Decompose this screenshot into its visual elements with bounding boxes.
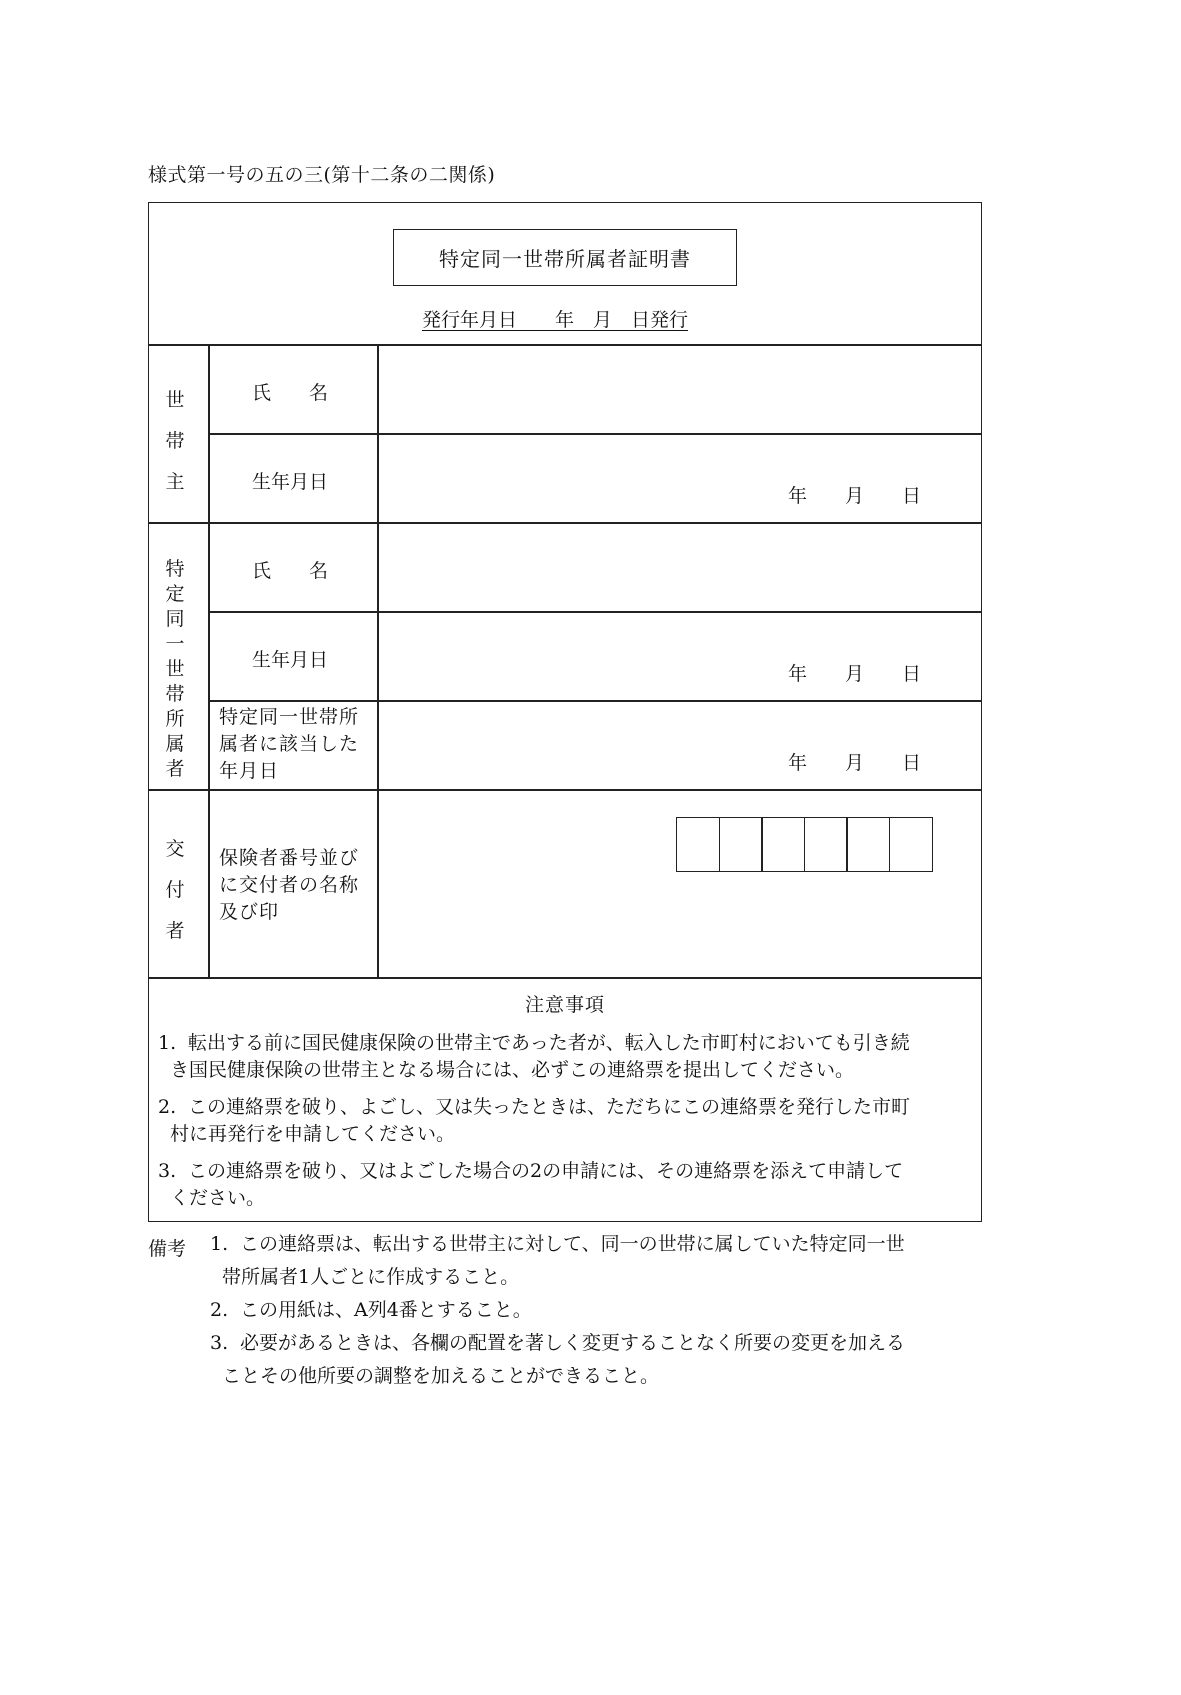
section-char: 所 <box>165 708 185 730</box>
rule-label-col <box>377 344 379 977</box>
note-text-cont: 村に再発行を申請してください。 <box>170 1123 456 1145</box>
member-qualify-date-ymd: 年 月 日 <box>788 752 922 774</box>
section-char: 世 <box>165 389 185 411</box>
note-text: 転出する前に国民健康保険の世帯主であった者が、転入した市町村においても引き続 <box>188 1032 910 1054</box>
householder-birth-ymd: 年 月 日 <box>788 485 922 507</box>
note-item <box>158 1158 976 1212</box>
section-char: 帯 <box>165 683 185 705</box>
section-char: 属 <box>165 733 185 755</box>
member-name-label: 氏 名 <box>252 560 329 582</box>
remark-item <box>210 1294 980 1327</box>
section-char: 帯 <box>165 430 185 452</box>
insurer-number-digit-box <box>804 817 848 872</box>
member-birth-label: 生年月日 <box>252 649 329 671</box>
remark-number: 3. <box>210 1332 229 1354</box>
householder-section-label <box>155 380 195 503</box>
note-text-cont: ください。 <box>170 1187 266 1209</box>
section-char: 一 <box>165 633 185 655</box>
rule-householder-mid <box>208 433 982 435</box>
rule-householder-bottom <box>148 522 982 524</box>
insurer-number-digit-box <box>761 817 805 872</box>
remark-text: この用紙は、A列4番とすること。 <box>240 1299 532 1321</box>
remark-text-cont: ことその他所要の調整を加えることができること。 <box>222 1365 660 1387</box>
rule-member-1 <box>208 611 982 613</box>
remarks-label: 備考 <box>148 1238 187 1260</box>
remark-text-cont: 帯所属者1人ごとに作成すること。 <box>222 1266 520 1288</box>
member-birth-ymd: 年 月 日 <box>788 663 922 685</box>
section-char: 主 <box>165 471 185 493</box>
note-item <box>158 1030 976 1084</box>
insurer-number-digit-box <box>889 817 933 872</box>
notes-title: 注意事項 <box>524 994 605 1016</box>
section-char: 者 <box>165 920 185 942</box>
issuer-info-label: 保険者番号並びに交付者の名称及び印 <box>219 847 360 923</box>
section-char: 交 <box>165 838 185 860</box>
householder-birth-label: 生年月日 <box>252 471 329 493</box>
insurer-number-digit-box <box>676 817 720 872</box>
insurer-number-digit-box <box>846 817 890 872</box>
rule-section-col <box>208 344 210 977</box>
rule-issuer-bottom <box>148 977 982 979</box>
rule-member-bottom <box>148 789 982 791</box>
member-qualify-date-label: 特定同一世帯所属者に該当した年月日 <box>219 706 360 782</box>
remark-text: この連絡票は、転出する世帯主に対して、同一の世帯に属していた特定同一世 <box>240 1233 905 1255</box>
remark-number: 2. <box>210 1299 229 1321</box>
insurer-number-boxes <box>676 817 933 872</box>
remark-number: 1. <box>210 1233 229 1255</box>
note-number: 2. <box>158 1096 177 1118</box>
section-char: 付 <box>165 879 185 901</box>
note-text-cont: き国民健康保険の世帯主となる場合には、必ずこの連絡票を提出してください。 <box>170 1059 855 1081</box>
remark-item <box>210 1327 980 1393</box>
section-char: 者 <box>165 758 185 780</box>
note-item <box>158 1094 976 1148</box>
remark-item <box>210 1228 980 1294</box>
issuer-section-label <box>155 829 195 952</box>
form-caption: 様式第一号の五の三(第十二条の二関係) <box>148 164 496 186</box>
rule-header-bottom <box>148 344 982 346</box>
remark-text: 必要があるときは、各欄の配置を著しく変更することなく所要の変更を加える <box>240 1332 906 1354</box>
note-text: この連絡票を破り、又はよごした場合の2の申請には、その連絡票を添えて申請して <box>188 1160 904 1182</box>
section-char: 特 <box>165 558 185 580</box>
insurer-number-digit-box <box>719 817 763 872</box>
householder-name-label: 氏 名 <box>252 382 329 404</box>
note-number: 3. <box>158 1160 177 1182</box>
member-section-label <box>155 557 195 782</box>
issue-date: 発行年月日 年 月 日発行 <box>422 309 689 331</box>
rule-member-2 <box>208 700 982 702</box>
note-number: 1. <box>158 1032 177 1054</box>
section-char: 同 <box>165 608 185 630</box>
note-text: この連絡票を破り、よごし、又は失ったときは、ただちにこの連絡票を発行した市町 <box>188 1096 911 1118</box>
section-char: 定 <box>165 583 185 605</box>
certificate-title: 特定同一世帯所属者証明書 <box>393 229 737 286</box>
section-char: 世 <box>165 658 185 680</box>
